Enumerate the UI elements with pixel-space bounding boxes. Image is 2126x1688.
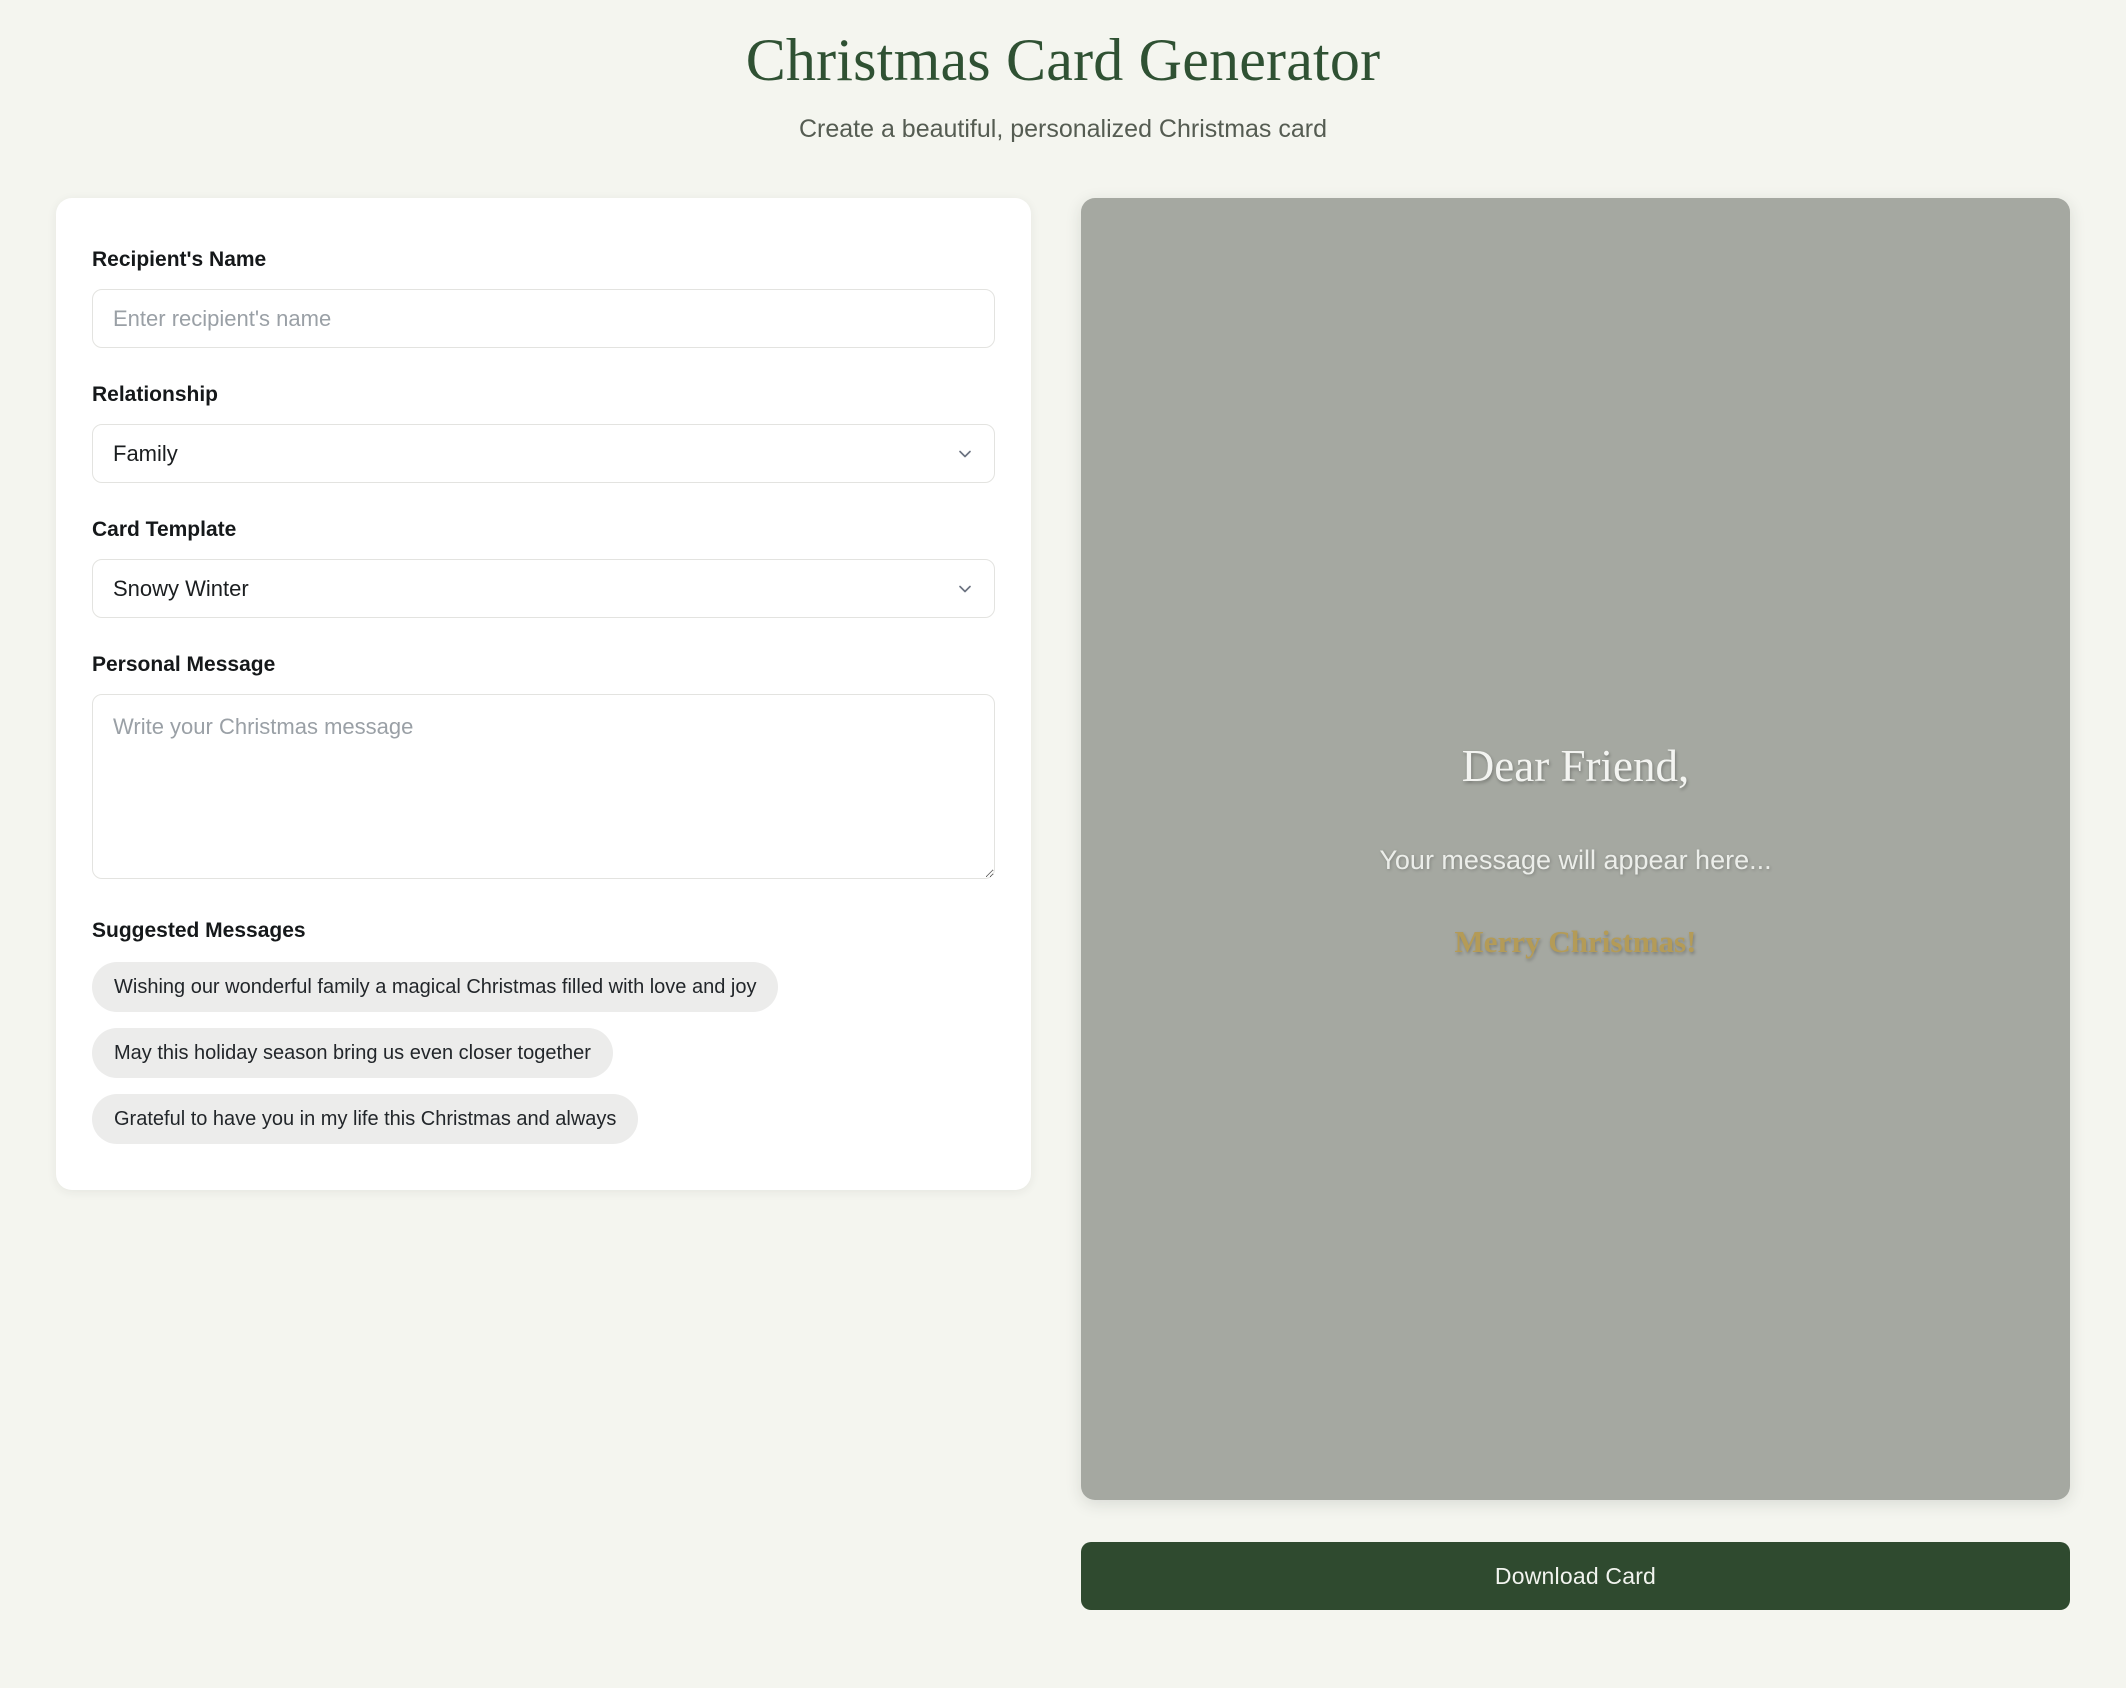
card-preview (1081, 198, 2070, 1500)
page-subtitle: Create a beautiful, personalized Christmas card (798, 115, 1328, 143)
form-column (56, 198, 1031, 1190)
relationship-select[interactable]: Family (92, 424, 995, 483)
field-personal-message (92, 653, 995, 884)
card-template-label: Card Template (92, 518, 237, 541)
preview-column (1081, 198, 2070, 1610)
personal-message-label: Personal Message (92, 653, 276, 676)
relationship-select-wrap (92, 424, 995, 483)
field-card-template (92, 518, 995, 618)
field-relationship (92, 383, 995, 483)
card-template-select[interactable]: Snowy Winter (92, 559, 995, 618)
suggested-message-chip[interactable]: Grateful to have you in my life this Christmas and always (92, 1094, 638, 1144)
field-recipient-name (92, 248, 995, 348)
download-card-button[interactable]: Download Card (1081, 1542, 2070, 1610)
page-header (56, 0, 2070, 144)
suggested-message-chip[interactable]: Wishing our wonderful family a magical Christmas filled with love and joy (92, 962, 778, 1012)
suggested-messages-section (92, 919, 995, 1144)
card-signature: Merry Christmas! (1454, 923, 1697, 959)
recipient-name-label: Recipient's Name (92, 248, 267, 271)
card-form-panel (56, 198, 1031, 1190)
personal-message-textarea[interactable] (92, 694, 995, 879)
suggested-message-chip[interactable]: May this holiday season bring us even closer together (92, 1028, 613, 1078)
recipient-name-input[interactable] (92, 289, 995, 348)
main-columns (56, 198, 2070, 1610)
relationship-label: Relationship (92, 383, 219, 406)
page-title: Christmas Card Generator (745, 27, 1381, 93)
suggested-messages-label: Suggested Messages (92, 919, 306, 942)
card-template-select-wrap (92, 559, 995, 618)
card-greeting: Dear Friend, (1461, 740, 1690, 791)
suggested-messages-list (92, 962, 995, 1144)
card-message: Your message will appear here... (1379, 844, 1772, 875)
